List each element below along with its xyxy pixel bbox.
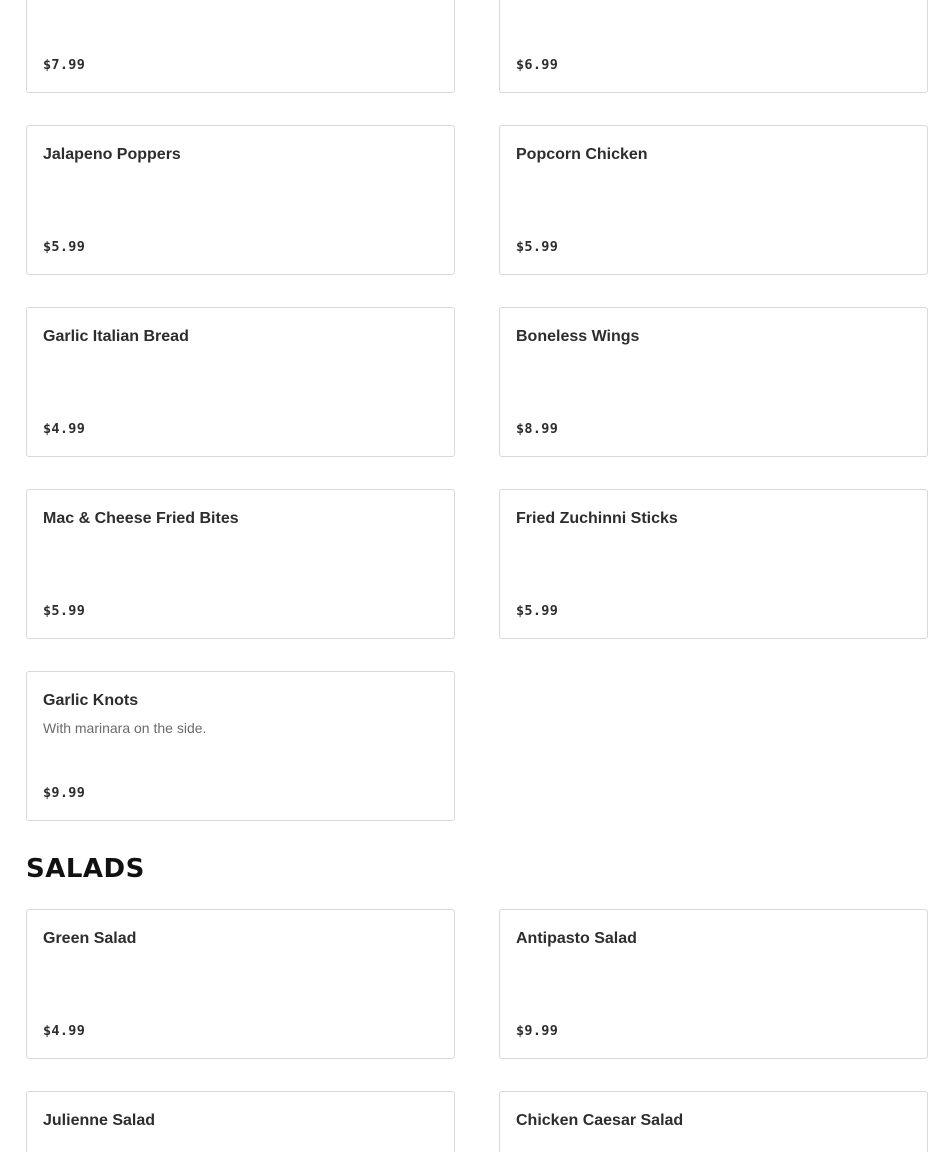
section-title-salads: SALADS [26,854,145,884]
menu-item-card[interactable] [26,1091,455,1152]
menu-item-name: Chicken Caesar Salad [516,1112,684,1129]
menu-item-card[interactable] [26,909,455,1059]
menu-item-name: Garlic Knots [43,692,139,709]
menu-item-name: Fried Zuchinni Sticks [516,510,678,527]
menu-item-description: With marinara on the side. [43,720,207,736]
menu-item-price: $4.99 [43,1023,86,1039]
menu-item-price: $7.99 [43,57,86,73]
menu-item-price: $8.99 [516,421,559,437]
menu-item-price: $4.99 [43,421,86,437]
menu-item-name: Garlic Italian Bread [43,328,189,345]
menu-item-price: $9.99 [43,785,86,801]
menu-item-name: Boneless Wings [516,328,640,345]
menu-item-name: Popcorn Chicken [516,146,648,163]
menu-item-price: $5.99 [43,239,86,255]
menu-item-card[interactable] [499,125,928,275]
menu-item-price: $5.99 [516,239,559,255]
menu-item-price: $9.99 [516,1023,559,1039]
menu-item-name: Julienne Salad [43,1112,156,1129]
salads-grid [26,909,928,1152]
menu-item-card[interactable] [26,671,455,821]
menu-item-name: Jalapeno Poppers [43,146,181,163]
menu-item-price: $5.99 [516,603,559,619]
menu-item-card[interactable] [26,307,455,457]
menu-item-card[interactable] [499,0,928,93]
menu-item-card[interactable] [499,489,928,639]
menu-item-price: $5.99 [43,603,86,619]
menu-item-card[interactable] [499,909,928,1059]
menu-item-price: $6.99 [516,57,559,73]
menu-item-card[interactable] [26,489,455,639]
menu-item-name: Antipasto Salad [516,930,637,947]
menu-item-card[interactable] [26,125,455,275]
menu-item-card[interactable] [499,307,928,457]
menu-item-card[interactable] [26,0,455,93]
menu-item-name: Green Salad [43,930,137,947]
menu-item-card[interactable] [499,1091,928,1152]
menu-item-name: Mac & Cheese Fried Bites [43,510,239,527]
appetizers-grid [26,0,928,821]
